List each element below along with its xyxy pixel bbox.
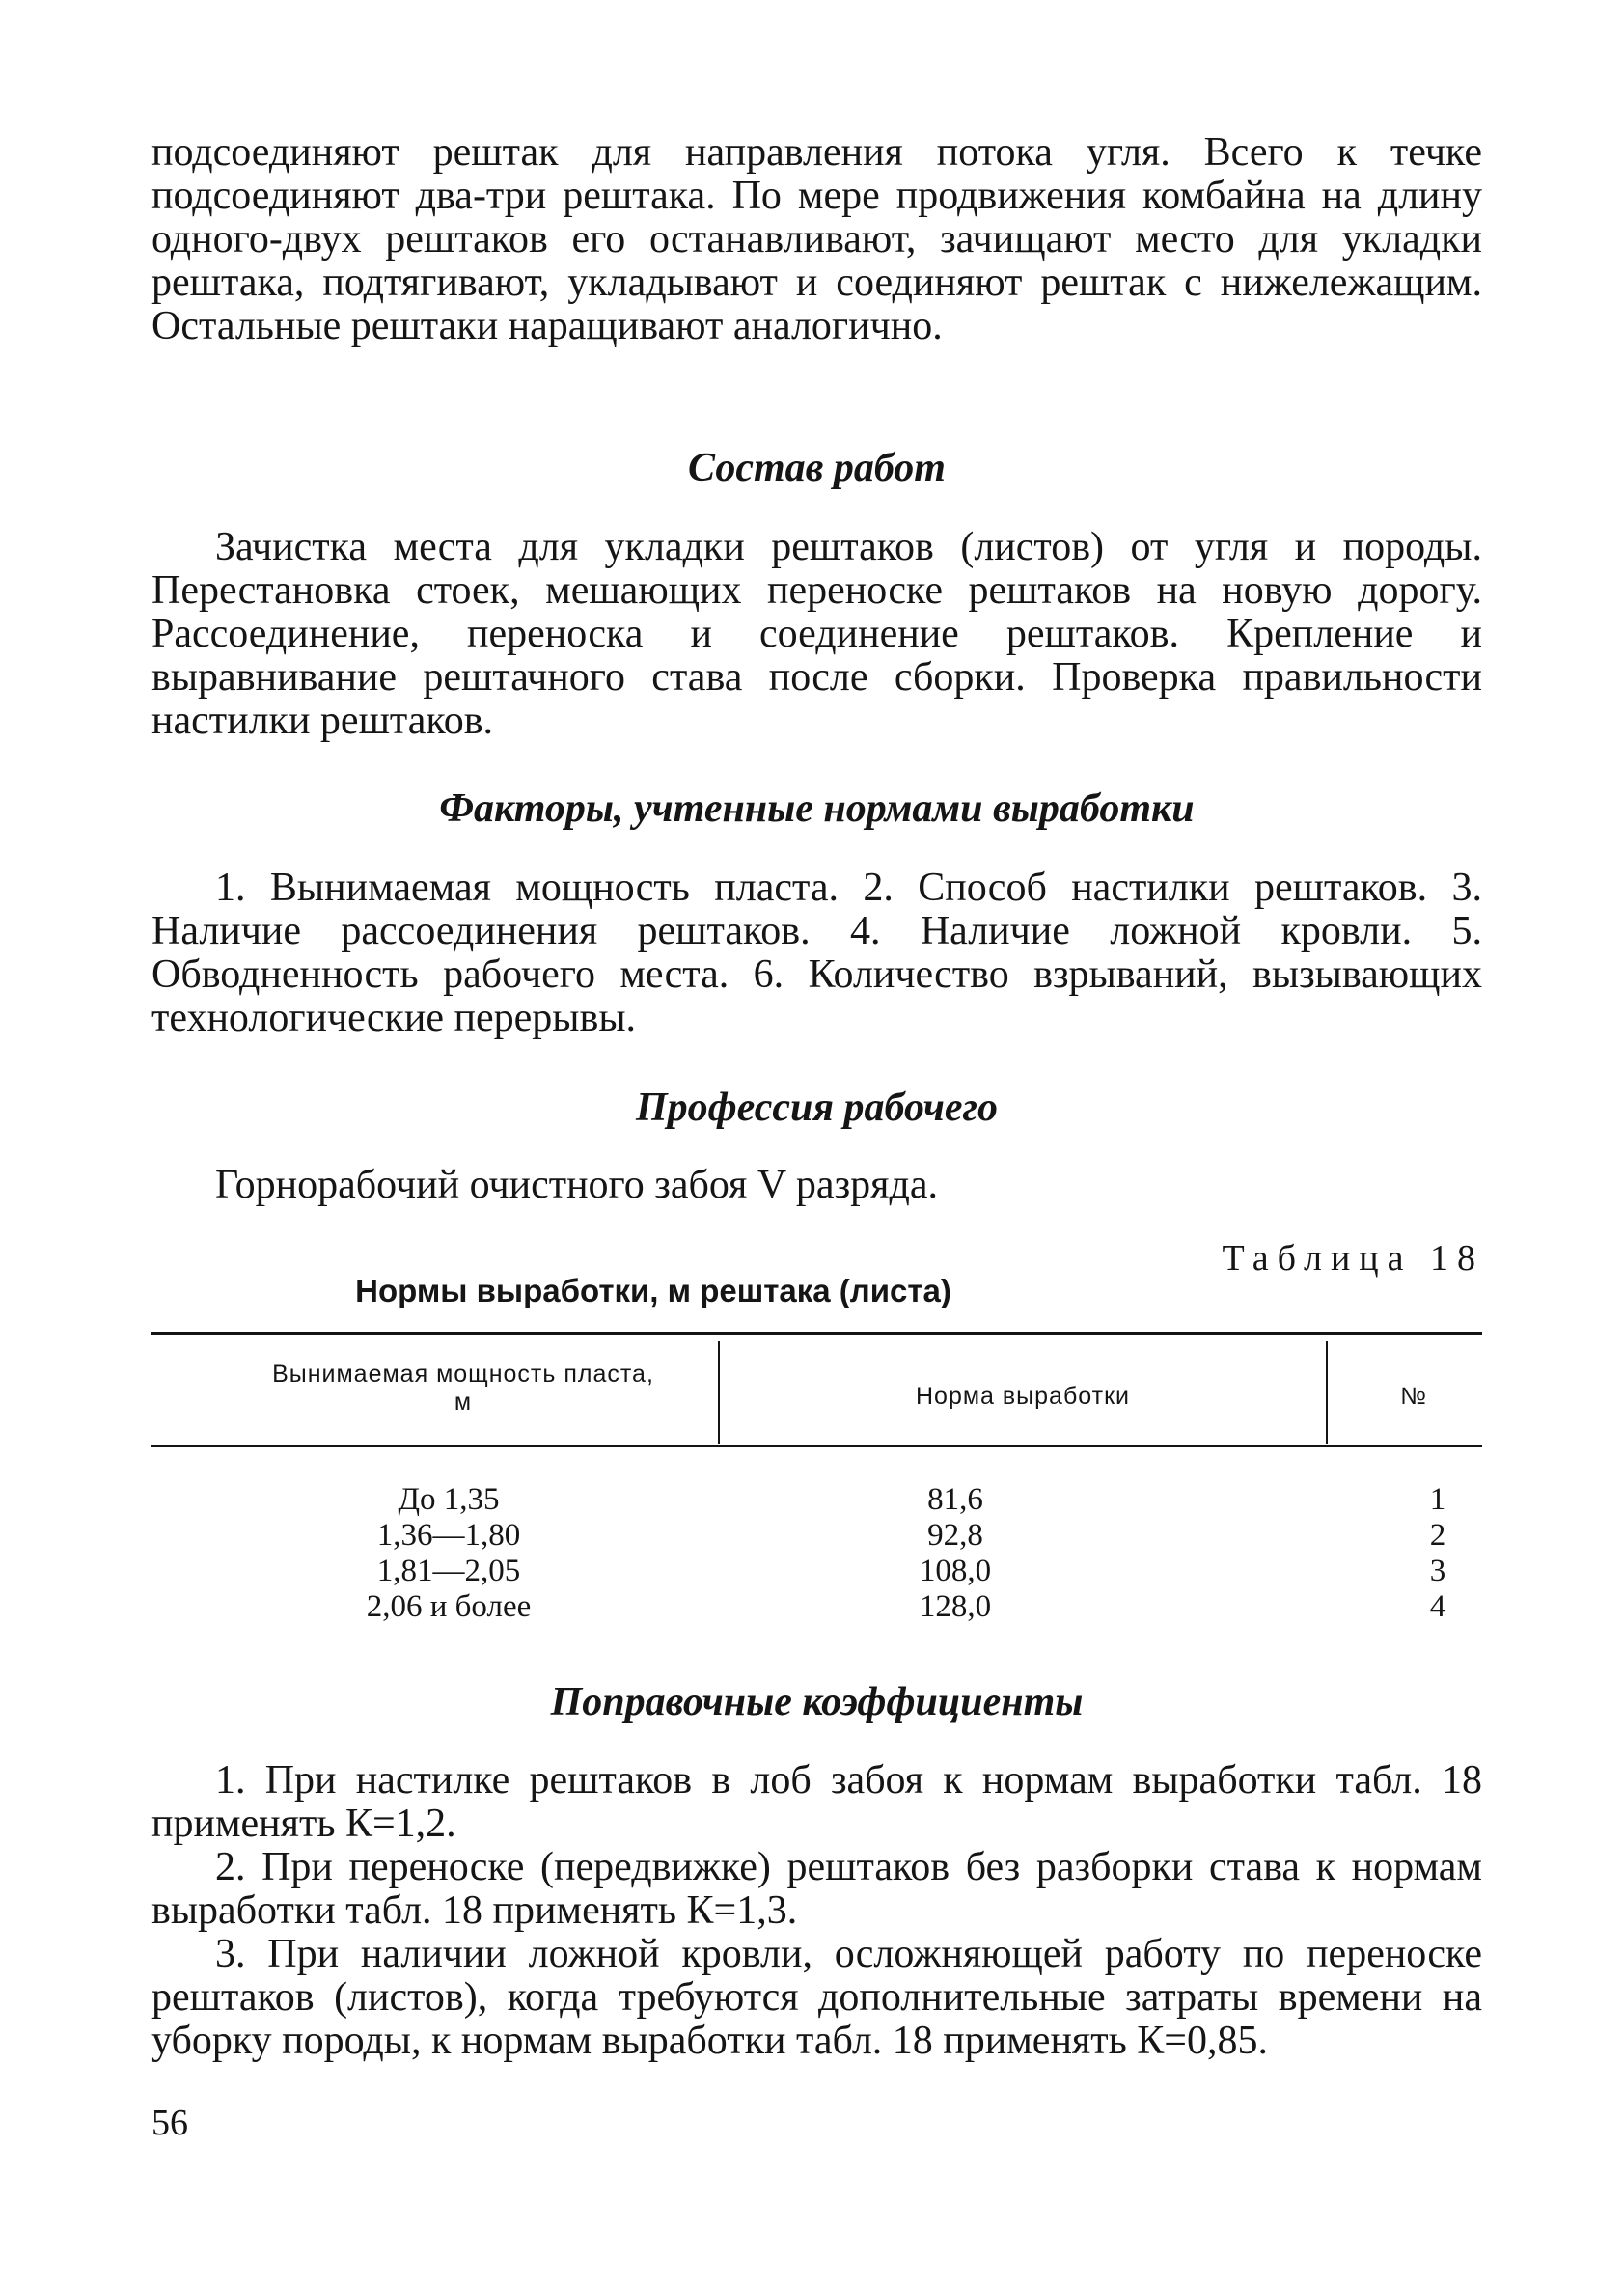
table-top-rule [151,1332,1482,1335]
coefficient-item: 3. При наличии ложной кровли, осложняющей работу по переноске рештаков (листов), когда требуются дополнительные затраты времени на уборку породы, к нормам выработки табл. 18 применять К=0,85. [151,1932,1482,2063]
cell-number: 4 [1429,1589,1446,1624]
cell-norm: 92,8 [927,1518,983,1553]
intro-paragraph: подсоединяют рештак для направления потока угля. Всего к течке подсоединяют два-три рештака. По мере продвижения комбайна на длину одного-двух рештаков его останавливают, зачищают место для укладки рештака, подтягивают, укладывают и соединяют рештак с нижележащим. Остальные рештаки наращивают аналогично. [151,130,1482,348]
cell-thickness: 2,06 и более [366,1589,532,1624]
coefficients-heading: Поправочные коэффициенты [550,1680,1084,1724]
factors-block [151,867,1482,1040]
composition-text: Зачистка места для укладки рештаков (листов) от угля и породы. Перестановка стоек, мешающих переноске рештаков на новую дорогу. Рассоединение, переноска и соединение рештаков. Крепление и выравнивание рештачного става после сборки. Проверка правильности настилки рештаков. [151,525,1482,743]
coefficients-block [151,1759,1482,2063]
factors-heading: Факторы, учтенные нормами выработки [439,786,1195,831]
cell-norm: 108,0 [919,1554,992,1588]
coefficient-item: 2. При переноске (передвижке) рештаков без разборки става к нормам выработки табл. 18 применять К=1,3. [151,1845,1482,1933]
table-header-rule [151,1445,1482,1447]
profession-heading: Профессия рабочего [635,1086,999,1130]
table-divider-2 [1326,1341,1328,1444]
table-label: Таблица 18 [1222,1238,1484,1279]
header-number: № [1400,1383,1427,1410]
cell-thickness: До 1,35 [398,1482,500,1517]
coefficient-item: 1. При настилке рештаков в лоб забоя к нормам выработки табл. 18 применять К=1,2. [151,1758,1482,1846]
composition-block [151,526,1482,743]
intro-paragraph-block [151,131,1482,348]
cell-number: 3 [1429,1554,1446,1588]
factors-text: 1. Вынимаемая мощность пласта. 2. Способ настилки рештаков. 3. Наличие рассоединения рештаков. 4. Наличие ложной кровли. 5. Обводненность рабочего места. 6. Количество взрываний, вызывающих технологические перерывы. [151,866,1482,1040]
cell-norm: 128,0 [919,1589,992,1624]
header-thickness: Вынимаемая мощность пласта, м [272,1361,654,1416]
cell-number: 2 [1429,1518,1446,1553]
table-title: Нормы выработки, м рештака (листа) [355,1273,951,1308]
profession-block [151,1164,1482,1207]
header-norm: Норма выработки [916,1383,1130,1410]
profession-text: Горнорабочий очистного забоя V разряда. [215,1163,938,1207]
cell-thickness: 1,36—1,80 [376,1518,521,1553]
composition-heading: Состав работ [688,446,946,490]
page-number: 56 [151,2103,188,2143]
cell-thickness: 1,81—2,05 [376,1554,521,1588]
cell-norm: 81,6 [927,1482,983,1517]
table-divider-1 [718,1341,720,1444]
cell-number: 1 [1429,1482,1446,1517]
